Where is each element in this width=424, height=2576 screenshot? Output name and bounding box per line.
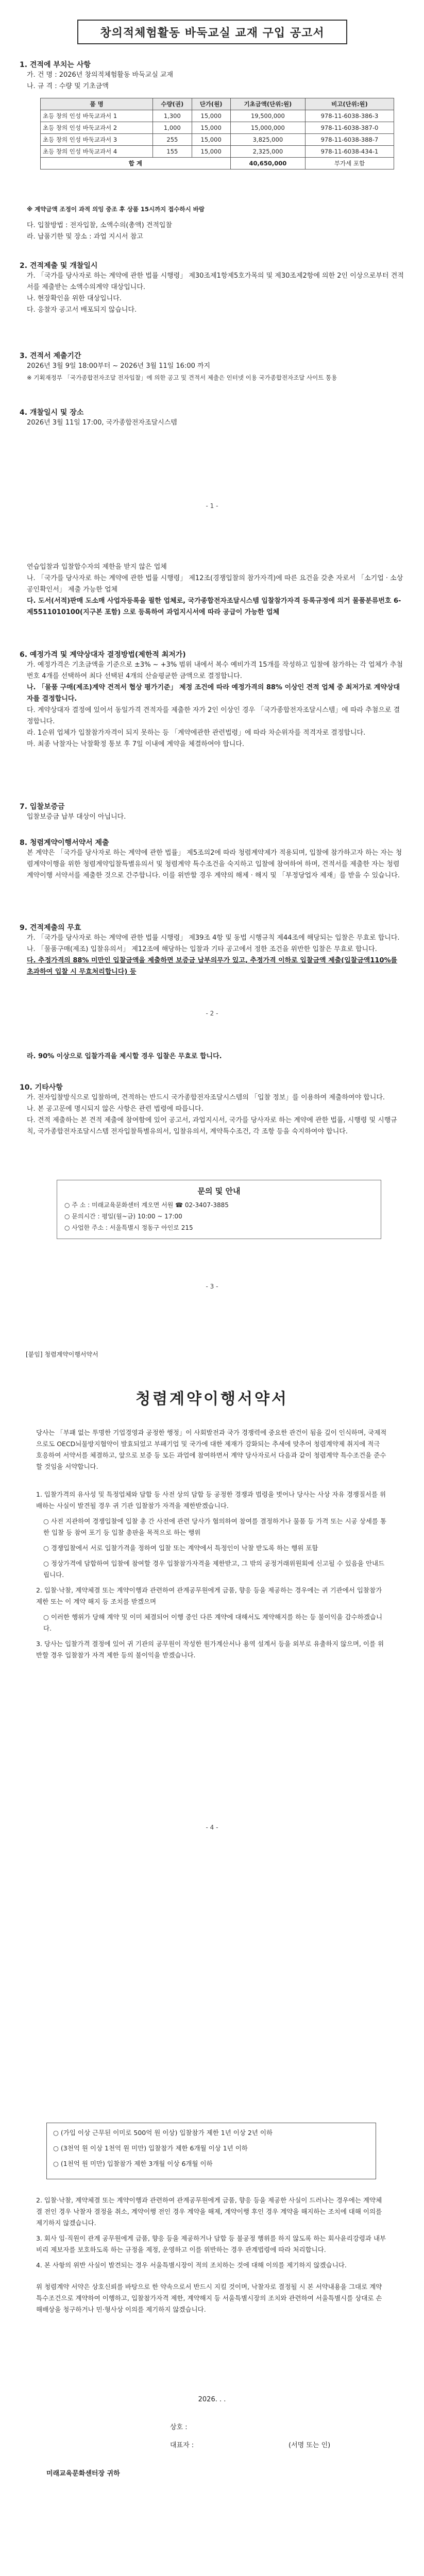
- section-title: 8. 청렴계약이행서약서 제출: [20, 839, 109, 847]
- text-line: 본 계약은 「국가를 당사자로 하는 계약에 관한 법률」 제5조의2에 따라 청렴계약제가 적용되며, 입찰에 참가하고자 하는 자는 청렴계약이행을 위한 청렴계약입찰특별유의서 및 청렴계약 특수조건을 숙지하고 입찰에 참여하여 하며, 견적서를 제출한 자는 청렴계약이행 서약서를 제출한 것으로 간주합니다. 이를 위반할 경우 계약의 해제 · 해지 및 「부정당업자 제재」를 받을 수 있습니다.: [27, 849, 402, 879]
- addressee: 미래교육문화센터장 귀하: [46, 2470, 120, 2478]
- contact-title: 문의 및 안내: [197, 1187, 241, 1196]
- cell: 15,000: [192, 110, 230, 122]
- cell: 19,500,000: [230, 110, 305, 122]
- table-row: [41, 134, 394, 146]
- text-line: 다. 계약상대자 결정에 있어서 동일가격 견적자를 제출한 자가 2인 이상인 경우 「국가종합전자조달시스템」에 따라 추첨으로 결정합니다.: [27, 706, 400, 725]
- clause: 1. 입찰가격의 유사성 및 특정업체와 담합 등 사전 상의 담합 등 공정한 경쟁과 법령을 벗어나 당사는 사상 자유 경쟁질서를 위배하는 사실이 발견될 경우 귀 기관 입찰참가 자격을 제한받겠습니다.: [36, 1490, 386, 1510]
- cell: 15,000: [192, 134, 230, 146]
- text-line: 가. 「국가를 당사자로 하는 계약에 관한 법률 시행령」 제39조 4항 및 동법 시행규칙 제44조에 해당되는 입찰은 무효로 합니다.: [27, 934, 400, 942]
- cell: 1,000: [153, 122, 192, 134]
- pledge-page: [0, 1319, 424, 2576]
- cell: 978-11-6038-388-7: [305, 134, 394, 146]
- text-line: 가. 전자입찰방식으로 입찰하며, 견적하는 반드시 국가종합전자조달시스템의 「입찰 정보」를 이용하여 제출하여야 합니다.: [27, 1094, 385, 1101]
- section-title: 3. 견적서 제출기간: [20, 352, 81, 360]
- contact-box: [57, 1180, 381, 1239]
- notice-section-1b: [20, 204, 404, 243]
- text-line: 라. 1순위 업체가 입찰참가자격이 되지 못하는 등 「계약에관한 관련법령」에 따라 차순위자를 적격자로 결정합니다.: [27, 729, 366, 737]
- pledge-date: 2026. . .: [198, 2396, 226, 2403]
- cell: 1,300: [153, 110, 192, 122]
- text-line: 나. 현장확인을 위한 대상입니다.: [27, 295, 122, 302]
- contact-line: ○ 문의시간 : 평일(월~금) 10:00 ~ 17:00: [64, 1213, 182, 1220]
- cell: 초등 창의 인성 바둑교과서 4: [41, 146, 153, 158]
- section-title: 7. 입찰보증금: [20, 803, 65, 811]
- col-header: 단가(원): [192, 98, 230, 110]
- table-total-row: [41, 158, 394, 170]
- penalty-item: ○ (3천억 원 이상 1천억 원 미만) 입찰참가 제한 6개월 이상 1년 이하: [53, 2144, 248, 2152]
- notice-section-2: [20, 260, 404, 316]
- clause: 3. 당사는 입찰가격 결정에 있어 귀 기관의 공무원이 작성한 원가계산서나 용역 설계서 등을 외부로 유출하지 않으며, 이를 위반할 경우 입찰참가 자격 제한 등의 불이익을 받겠습니다.: [36, 1640, 384, 1659]
- section-title: 4. 개찰일시 및 장소: [20, 409, 84, 417]
- text-line: 나. 「국가를 당사자로 하는 계약에 관한 법률 시행령」 제12조(경쟁입찰의 참가자격)에 따른 요건을 갖춘 자로서 「소기업 · 소상공인확인서」 제출 가능한 업체: [27, 574, 403, 594]
- text-line: 다. 입찰방법 : 전자입찰, 소액수의(총액) 견적입찰: [27, 222, 173, 229]
- sign-company: 상호 :: [170, 2424, 188, 2431]
- cell: 15,000,000: [230, 122, 305, 134]
- text-line: 연습입찰과 입찰합수자의 제한을 받지 않은 업체: [27, 563, 167, 571]
- table-header-row: [41, 98, 394, 110]
- notice-section-6: [20, 649, 404, 750]
- total-value: 40,650,000: [230, 158, 305, 170]
- table-row: [41, 122, 394, 134]
- notice-section-9b: [20, 1051, 404, 1062]
- text-line: 2026년 3월 9일 18:00부터 ~ 2026년 3월 11일 16:00 까지: [27, 362, 211, 370]
- contact-line: ○ 주 소 : 미래교육문화센터 계오면 서원 ☎ 02-3407-3885: [64, 1201, 229, 1209]
- cell: 초등 창의 인성 바둑교과서 1: [41, 110, 153, 122]
- total-label: 합 계: [41, 158, 231, 170]
- attachment-label: [붙임] 청렴계약이행서약서: [26, 1351, 98, 1358]
- penalty-item: ○ (가입 이상 근무된 이미로 500억 원 이상) 입찰참가 제한 1년 이상 2년 이하: [53, 2129, 273, 2137]
- text-line: 다. 추정가격의 88% 미만인 입찰금액을 제출하면 보증금 납부의무가 있고, 추정가격 이하로 입찰금액 제출(입찰금액110%를 초과하여 입찰 시 무효처리합니다) 등: [27, 957, 398, 976]
- clause: ○ 이러한 행위가 당해 계약 및 이미 체결되어 이행 중인 다른 계약에 대해서도 계약해지를 하는 등 불이익을 감수하겠습니다.: [43, 1613, 383, 1632]
- cell: 초등 창의 인성 바둑교과서 3: [41, 134, 153, 146]
- text-line: 다. 응찰자 공고서 배포되지 않습니다.: [27, 306, 137, 314]
- sign-representative: 대표자 :: [170, 2442, 194, 2449]
- clause: 2. 입찰·낙찰, 계약체결 또는 계약이행과 관련하여 관계공무원에게 금품, 향응 등을 제공하는 경우에는 귀 기관에서 입찰참가 제한 또는 이 계약 해지 등 조치를 받겠으며: [36, 1586, 382, 1605]
- cell: 2,325,000: [230, 146, 305, 158]
- items-table: [40, 98, 394, 170]
- notice-section-5: [20, 562, 404, 618]
- table-row: [41, 146, 394, 158]
- text-line: 입찰보증금 납부 대상이 아닙니다.: [27, 813, 126, 821]
- section-title: 9. 견적제출의 무효: [20, 924, 81, 932]
- text-line: 가. 예정가격은 기초금액을 기준으로 ±3% ~ +3% 범위 내에서 복수 예비가격 15개를 작성하고 입찰에 참가하는 각 업체가 추첨번호 4개를 선택하여 최다 선택된 4개의 산술평균한 금액으로 결정합니다.: [27, 661, 403, 680]
- text-line: 나. 「물품 구매(제조)계약 견적서 협상 평가기준」 제정 조건에 따라 예정가격의 88% 이상인 견적 업체 중 최저가로 계약상대자를 결정합니다.: [27, 684, 400, 703]
- cell: 978-11-6038-386-3: [305, 110, 394, 122]
- text-line: 2026년 3월 11일 17:00, 국가종합전자조달시스템: [27, 419, 177, 427]
- cell: 978-11-6038-434-1: [305, 146, 394, 158]
- col-header: 기초금액(단위:원): [230, 98, 305, 110]
- text-line: 다. 견적 제출하는 본 견적 제출에 참여함에 있어 공고서, 과업지시서, 국가를 당사자로 하는 계약에 관한 법률, 시행령 및 시행규칙, 국가종합전자조달시스템 전자입찰특별유의서, 입찰유의서, 계약특수조건, 각 조항 등을 숙지하여야 합니다.: [27, 1116, 397, 1136]
- clause: ○ 정상가격에 담합하여 입찰에 참여할 경우 입찰참가자격을 제한받고, 그 밖의 공정거래위원회에 신고될 수 있음을 안내드립니다.: [43, 1560, 385, 1579]
- cell: 255: [153, 134, 192, 146]
- text-line: 나. 규 격 : 수량 및 기초금액: [27, 82, 109, 90]
- notice-title: 창의적체험활동 바둑교실 교재 구입 공고서: [77, 20, 347, 44]
- pledge-clauses-2: [36, 2195, 388, 2319]
- penalty-item: ○ (1천억 원 미만) 입찰참가 제한 3개월 이상 6개월 이하: [53, 2160, 213, 2167]
- note-text: ※ 기획재정부 「국가종합전자조달 전자입찰」에 의한 공고 및 견적서 제출은 인터넷 이용 국가종합전자조달 사이트 통용: [27, 374, 337, 381]
- penalty-box: [46, 2123, 376, 2179]
- cell: 978-11-6038-387-0: [305, 122, 394, 134]
- section-title: 2. 견적제출 및 개찰일시: [20, 262, 98, 270]
- contact-line: ○ 사업한 주소 : 서울특별시 정동구 아인로 215: [64, 1224, 193, 1231]
- cell: 155: [153, 146, 192, 158]
- text-line: 가. 건 명 : 2026년 창의적체험활동 바둑교실 교재: [27, 71, 174, 79]
- notice-section-9: [20, 922, 404, 978]
- section-title: 10. 기타사항: [20, 1083, 63, 1092]
- notice-section-3: [20, 350, 404, 383]
- clause: ○ 사전 지관하여 경쟁입찰에 입찰 총 간 사전에 관련 당사가 협의하여 참여를 결정하거나 물품 등 가격 또는 시공 상세를 통한 입찰 등 참여 포기 등 입찰 총판을 목적으로 하는 행위: [43, 1517, 387, 1536]
- text-line: 라. 90% 이상으로 입찰가격을 제시할 경우 입찰은 무효로 합니다.: [27, 1053, 222, 1060]
- cell: 15,000: [192, 122, 230, 134]
- cell: 3,825,000: [230, 134, 305, 146]
- page-number: - 2 -: [206, 1010, 218, 1017]
- text-line: 라. 납품기한 및 장소 : 과업 지시서 참고: [27, 233, 143, 241]
- notice-section-7: [20, 801, 404, 823]
- page-number: - 3 -: [206, 1283, 218, 1290]
- notice-section-8: [20, 837, 404, 882]
- cell: 초등 창의 인성 바둑교과서 2: [41, 122, 153, 134]
- page-number: - 4 -: [206, 1824, 218, 1831]
- pledge-title: 청렴계약이행서약서: [135, 1390, 289, 1408]
- intro-text: 당사는 「부패 없는 투명한 기업경영과 공정한 행정」이 사회발전과 국가 경쟁력에 중요한 관건이 됨을 깊이 인식하며, 국제적으로도 OECD뇌물방지협약이 발효되었고 부패기업 및 국가에 대한 제재가 강화되는 추세에 맞추어 청렴계약제 취지에 적극 호응하여 서약서를 체결하고, 앞으로 보증 등 모든 과업에 참여하면서 계약 당사자로서 다음과 같이 청렴계약 특수조건을 준수할 것임을 서약합니다.: [36, 1429, 387, 1470]
- clause: 2. 입찰·낙찰, 계약체결 또는 계약이행과 관련하여 관계공무원에게 금품, 향응 등을 제공한 사실이 드러나는 경우에는 계약체결 전인 경우 낙찰자 결정을 취소, 계약이행 전인 경우 계약을 해제, 계약이행 후인 경우 계약을 해지하는 조치에 대해 이의를 제기하지 않겠습니다.: [36, 2196, 382, 2227]
- total-note: 부가세 포함: [305, 158, 394, 170]
- text-line: 마. 최종 낙찰자는 낙찰확정 통보 후 7일 이내에 계약을 체결하여야 합니다.: [27, 740, 245, 748]
- notice-section-10: [20, 1082, 404, 1138]
- text-line: 나. 본 공고문에 명시되지 않은 사항은 관련 법령에 따릅니다.: [27, 1105, 203, 1113]
- cell: 15,000: [192, 146, 230, 158]
- notice-section-4: [20, 407, 404, 429]
- pledge-clauses: [36, 1489, 388, 1665]
- notice-section-1: [20, 59, 404, 92]
- clause: 3. 회사 임·직원이 관계 공무원에게 금품, 향응 등을 제공하거나 담합 등 불공정 행위를 하지 않도록 하는 회사윤리강령과 내부비리 제보자를 보호하도록 하는 규정을 제정, 운영하고 이를 위반하는 경우 관계법령에 따라 처리합니다.: [36, 2234, 386, 2253]
- col-header: 수량(권): [153, 98, 192, 110]
- note-text: ※ 계약금액 조정이 과적 의잉 중조 후 상품 15시까지 접수하시 바람: [27, 206, 205, 213]
- clause: 4. 본 사항의 위반 사실이 발견되는 경우 서울특별시장이 적의 조치하는 것에 대해 이의를 제기하지 않겠습니다.: [36, 2261, 347, 2269]
- closing-text: 위 청렴계약 서약은 상호신뢰를 바탕으로 한 약속으로서 반드시 지킬 것이며, 낙찰자로 결정될 시 본 서약내용을 그대로 계약특수조건으로 계약하여 이행하고, 입찰참가자격 제한, 계약해지 등 서울특별시장의 조치와 관련하여 서울특별시를 상대로 손해배상을 청구하거나 민·형사상 이의를 제기하지 않겠습니다.: [36, 2283, 382, 2313]
- col-header: 비고(단위:원): [305, 98, 394, 110]
- page-number: - 1 -: [206, 502, 218, 510]
- clause: ○ 경쟁입찰에서 서로 입찰가격을 정하여 입찰 또는 계약에서 특정인이 낙찰 받도록 하는 행위 포함: [43, 1544, 318, 1552]
- text-line: 나. 「물품구매(제조) 입찰유의서」 제12조에 해당하는 입찰과 기타 공고에서 정한 조건을 위반한 입찰은 무효로 합니다.: [27, 945, 377, 953]
- pledge-intro: [36, 1427, 388, 1477]
- section-title: 1. 견적에 부치는 사항: [20, 61, 91, 69]
- table-row: [41, 110, 394, 122]
- text-line: 가. 「국가를 당사자로 하는 계약에 관한 법률 시행령」 제30조제1항제5호가목의 및 제30조제2항에 의한 2인 이상으로부터 견적서를 제출받는 소액수의계약 대상입니다.: [27, 272, 404, 291]
- items-table-wrap: [40, 98, 394, 170]
- section-title: 6. 예정가격 및 계약상대자 결정방법(제한적 최저가): [20, 651, 186, 659]
- sign-seal: (서명 또는 인): [289, 2442, 331, 2449]
- text-line: 다. 도서(서적)판매 도소매 사업자등록을 필한 업체로, 국가종합전자조달시스템 입찰참가자격 등록규정에 의거 물품분류번호 6-제5511010100(지구본 포함) 으로 등록하여 과업지시서에 따라 공급이 가능한 업체: [27, 597, 401, 616]
- col-header: 품 명: [41, 98, 153, 110]
